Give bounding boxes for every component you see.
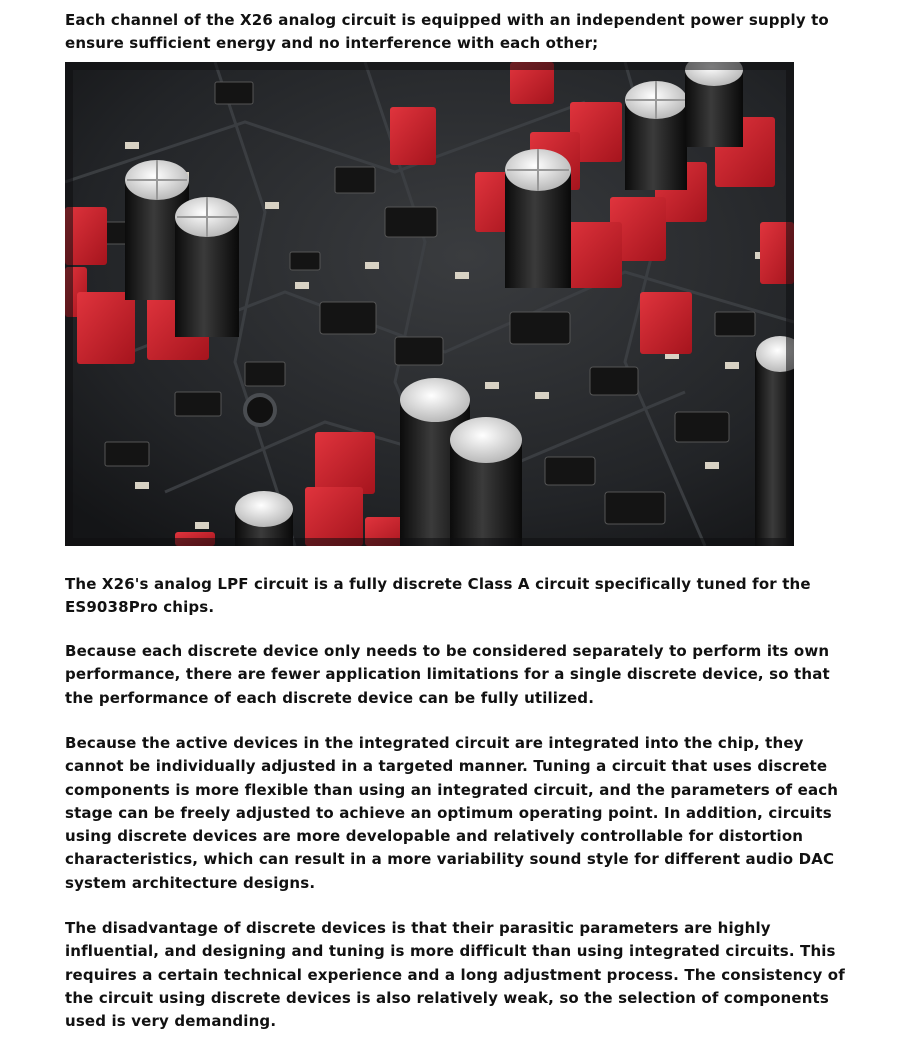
lpf-circuit-text: The X26's analog LPF circuit is a fully discrete Class A circuit specifically tuned for the ES9038Pro chips. bbox=[65, 575, 811, 617]
circuit-board-photo bbox=[65, 62, 794, 546]
circuit-board-illustration bbox=[65, 62, 794, 546]
discrete-device-text: Because each discrete device only needs to be considered separately to perform its own performance, there are fewer application limitations for a single discrete device, so that the performance of each discrete device can be fully utilized. bbox=[65, 642, 830, 707]
integrated-circuit-text: Because the active devices in the integrated circuit are integrated into the chip, they cannot be individually adjusted in a targeted manner. Tuning a circuit that uses discrete components is more flexible than using an integrated circuit, and the parameters of each stage can be freely adjusted to achieve an optimum operating point. In addition, circuits using discrete devices are more developable and relatively controllable for distortion characteristics, which can result in a more variability sound style for different audio DAC system architecture designs. bbox=[65, 734, 839, 892]
intro-text: Each channel of the X26 analog circuit is equipped with an independent power supply to ensure sufficient energy and no interference with each other; bbox=[65, 11, 829, 53]
disadvantage-text: The disadvantage of discrete devices is that their parasitic parameters are highly influential, and designing and tuning is more difficult than using integrated circuits. This requires a certain technical experience and a long adjustment process. The consistency of the circuit using discrete devices is also relatively weak, so the selection of components used is very demanding. bbox=[65, 919, 845, 1031]
